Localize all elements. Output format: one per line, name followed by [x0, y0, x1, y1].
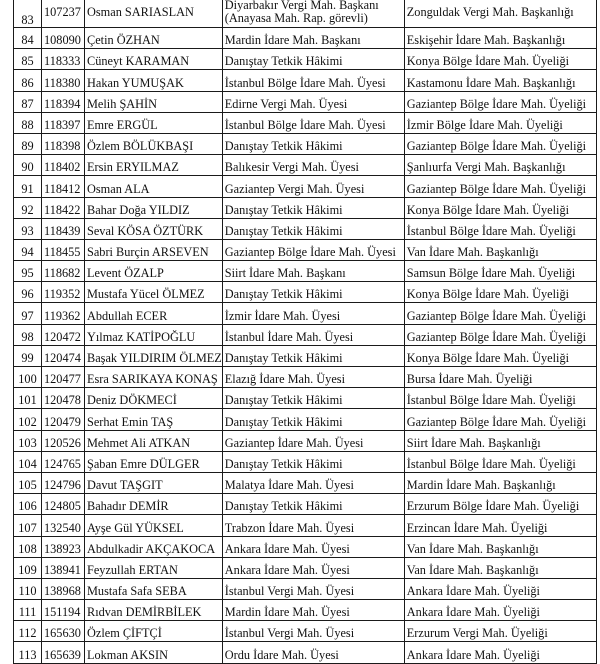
current-position-note: (Anayasa Mah. Rap. görevli) [224, 10, 368, 25]
registry-number-cell: 120472 [42, 324, 85, 345]
registry-number-cell: 118455 [42, 239, 85, 260]
name-cell: Rıdvan DEMİRBİLEK [85, 600, 223, 621]
new-position-cell: Gaziantep Bölge İdare Mah. Üyeliği [404, 303, 596, 324]
table-row [14, 133, 597, 154]
table-row [14, 28, 597, 49]
name-cell: Ersin ERYILMAZ [85, 155, 223, 176]
name-cell: Lokman AKSIN [85, 642, 223, 663]
registry-number-cell: 118397 [42, 112, 85, 133]
name-cell: Seval KÖSA ÖZTÜRK [85, 218, 223, 239]
table-row [14, 430, 597, 451]
name-cell: Feyzullah ERTAN [85, 557, 223, 578]
row-number-cell: 93 [14, 218, 42, 239]
name-cell: Abdullah ECER [85, 303, 223, 324]
document-page [13, 0, 597, 664]
name-cell: Melih ŞAHİN [85, 91, 223, 112]
name-cell: Esra SARIKAYA KONAŞ [85, 367, 223, 388]
current-position-cell: Danıştay Tetkik Hâkimi [222, 451, 404, 472]
registry-number-cell: 118412 [42, 176, 85, 197]
current-position-cell: Trabzon İdare Mah. Üyesi [222, 515, 404, 536]
current-position-cell: Gaziantep İdare Mah. Üyesi [222, 430, 404, 451]
current-position-cell: Ankara İdare Mah. Üyesi [222, 557, 404, 578]
current-position-cell: İstanbul Vergi Mah. Üyesi [222, 621, 404, 642]
new-position-cell: Konya Bölge İdare Mah. Üyeliği [404, 345, 596, 366]
new-position-cell: Şanlıurfa Vergi Mah. Başkanlığı [404, 155, 596, 176]
row-number-cell: 104 [14, 451, 42, 472]
new-position-cell: Erzurum Vergi Mah. Üyeliği [404, 621, 596, 642]
row-number-cell: 113 [14, 642, 42, 663]
registry-number-cell: 120474 [42, 345, 85, 366]
new-position-cell: İstanbul Bölge İdare Mah. Üyeliği [404, 388, 596, 409]
name-cell: Başak YILDIRIM ÖLMEZ [85, 345, 223, 366]
new-position-cell: Zonguldak Vergi Mah. Başkanlığı [404, 0, 596, 28]
table-row [14, 176, 597, 197]
current-position-cell: İstanbul Bölge İdare Mah. Üyesi [222, 70, 404, 91]
registry-number-cell: 118682 [42, 261, 85, 282]
current-position-cell: Danıştay Tetkik Hâkimi [222, 345, 404, 366]
name-cell: Ayşe Gül YÜKSEL [85, 515, 223, 536]
name-cell: Abdulkadir AKÇAKOCA [85, 536, 223, 557]
current-position-cell: Malatya İdare Mah. Üyesi [222, 472, 404, 493]
table-row [14, 112, 597, 133]
table-row [14, 345, 597, 366]
table-row [14, 494, 597, 515]
current-position-cell: Gaziantep Bölge İdare Mah. Üyesi [222, 239, 404, 260]
current-position-cell: Ordu İdare Mah. Üyesi [222, 642, 404, 663]
name-cell: Özlem BÖLÜKBAŞI [85, 133, 223, 154]
current-position-cell: Danıştay Tetkik Hâkimi [222, 218, 404, 239]
current-position-cell: Balıkesir Vergi Mah. Üyesi [222, 155, 404, 176]
table-row [14, 367, 597, 388]
registry-number-cell: 132540 [42, 515, 85, 536]
row-number-cell: 103 [14, 430, 42, 451]
current-position-cell: Ankara İdare Mah. Üyesi [222, 536, 404, 557]
current-position-cell: Elazığ İdare Mah. Üyesi [222, 367, 404, 388]
registry-number-cell: 118398 [42, 133, 85, 154]
registry-number-cell: 118394 [42, 91, 85, 112]
name-cell: Mehmet Ali ATKAN [85, 430, 223, 451]
new-position-cell: Gaziantep Bölge İdare Mah. Üyeliği [404, 133, 596, 154]
registry-number-cell: 151194 [42, 600, 85, 621]
new-position-cell: İstanbul Bölge İdare Mah. Üyeliği [404, 451, 596, 472]
new-position-cell: Konya Bölge İdare Mah. Üyeliği [404, 282, 596, 303]
registry-number-cell: 138923 [42, 536, 85, 557]
name-cell: Osman ALA [85, 176, 223, 197]
name-cell: Deniz DÖKMECİ [85, 388, 223, 409]
new-position-cell: Gaziantep Bölge İdare Mah. Üyeliği [404, 324, 596, 345]
name-cell: Mustafa Safa SEBA [85, 578, 223, 599]
table-row [14, 239, 597, 260]
registry-number-cell: 124796 [42, 472, 85, 493]
registry-number-cell: 108090 [42, 28, 85, 49]
registry-number-cell: 118380 [42, 70, 85, 91]
table-row [14, 388, 597, 409]
new-position-cell: Eskişehir İdare Mah. Başkanlığı [404, 28, 596, 49]
name-cell: Yılmaz KATİPOĞLU [85, 324, 223, 345]
row-number-cell: 89 [14, 133, 42, 154]
row-number-cell: 109 [14, 557, 42, 578]
name-cell: Osman SARIASLAN [85, 0, 223, 28]
current-position-cell: Siirt İdare Mah. Başkanı [222, 261, 404, 282]
registry-number-cell: 165630 [42, 621, 85, 642]
name-cell: Bahadır DEMİR [85, 494, 223, 515]
row-number-cell: 112 [14, 621, 42, 642]
new-position-cell: Gaziantep Bölge İdare Mah. Üyeliği [404, 409, 596, 430]
new-position-cell: İstanbul Bölge İdare Mah. Üyeliği [404, 218, 596, 239]
current-position-cell: İstanbul Vergi Mah. Üyesi [222, 578, 404, 599]
new-position-cell: Konya Bölge İdare Mah. Üyeliği [404, 197, 596, 218]
current-position-cell [222, 0, 404, 28]
name-cell: Levent ÖZALP [85, 261, 223, 282]
registry-number-cell: 120477 [42, 367, 85, 388]
table-row [14, 536, 597, 557]
table-row [14, 515, 597, 536]
appointments-table [13, 0, 597, 664]
current-position-cell: Edirne Vergi Mah. Üyesi [222, 91, 404, 112]
registry-number-cell: 120478 [42, 388, 85, 409]
new-position-cell: Ankara İdare Mah. Üyeliği [404, 600, 596, 621]
new-position-cell: Bursa İdare Mah. Üyeliği [404, 367, 596, 388]
row-number-cell: 84 [14, 28, 42, 49]
current-position-cell: Gaziantep Vergi Mah. Üyesi [222, 176, 404, 197]
name-cell: Şaban Emre DÜLGER [85, 451, 223, 472]
table-row [14, 91, 597, 112]
row-number-cell: 83 [14, 0, 42, 28]
name-cell: Cüneyt KARAMAN [85, 49, 223, 70]
name-cell: Serhat Emin TAŞ [85, 409, 223, 430]
row-number-cell: 88 [14, 112, 42, 133]
registry-number-cell: 138941 [42, 557, 85, 578]
registry-number-cell: 124765 [42, 451, 85, 472]
registry-number-cell: 118333 [42, 49, 85, 70]
row-number-cell: 107 [14, 515, 42, 536]
table-row [14, 557, 597, 578]
table-row [14, 218, 597, 239]
registry-number-cell: 120479 [42, 409, 85, 430]
row-number-cell: 101 [14, 388, 42, 409]
table-row [14, 197, 597, 218]
table-body [14, 0, 597, 663]
row-number-cell: 85 [14, 49, 42, 70]
registry-number-cell: 120526 [42, 430, 85, 451]
current-position-cell: Danıştay Tetkik Hâkimi [222, 133, 404, 154]
name-cell: Bahar Doğa YILDIZ [85, 197, 223, 218]
current-position-cell: Danıştay Tetkik Hâkimi [222, 282, 404, 303]
table-row [14, 282, 597, 303]
row-number-cell: 111 [14, 600, 42, 621]
table-row [14, 155, 597, 176]
new-position-cell: Gaziantep Bölge İdare Mah. Üyeliği [404, 91, 596, 112]
name-cell: Özlem ÇİFTÇİ [85, 621, 223, 642]
table-row [14, 621, 597, 642]
row-number-cell: 92 [14, 197, 42, 218]
new-position-cell: Van İdare Mah. Başkanlığı [404, 536, 596, 557]
table-row [14, 303, 597, 324]
current-position-cell: İzmir İdare Mah. Üyesi [222, 303, 404, 324]
current-position-cell: İstanbul Bölge İdare Mah. Üyesi [222, 112, 404, 133]
row-number-cell: 90 [14, 155, 42, 176]
registry-number-cell: 165639 [42, 642, 85, 663]
table-row [14, 324, 597, 345]
row-number-cell: 105 [14, 472, 42, 493]
current-position-cell: Danıştay Tetkik Hâkimi [222, 409, 404, 430]
table-row [14, 261, 597, 282]
row-number-cell: 86 [14, 70, 42, 91]
table-row [14, 409, 597, 430]
name-cell: Emre ERGÜL [85, 112, 223, 133]
registry-number-cell: 118422 [42, 197, 85, 218]
registry-number-cell: 118439 [42, 218, 85, 239]
table-row [14, 600, 597, 621]
row-number-cell: 97 [14, 303, 42, 324]
current-position-cell: Mardin İdare Mah. Başkanı [222, 28, 404, 49]
new-position-cell: Kastamonu İdare Mah. Başkanlığı [404, 70, 596, 91]
current-position-cell: Mardin İdare Mah. Üyesi [222, 600, 404, 621]
registry-number-cell: 119362 [42, 303, 85, 324]
current-position-text: Diyarbakır Vergi Mah. Başkanı [224, 0, 379, 12]
row-number-cell: 95 [14, 261, 42, 282]
row-number-cell: 94 [14, 239, 42, 260]
table-row [14, 451, 597, 472]
new-position-cell: Van İdare Mah. Başkanlığı [404, 557, 596, 578]
registry-number-cell: 119352 [42, 282, 85, 303]
name-cell: Hakan YUMUŞAK [85, 70, 223, 91]
new-position-cell: Mardin İdare Mah. Başkanlığı [404, 472, 596, 493]
row-number-cell: 110 [14, 578, 42, 599]
table-row [14, 578, 597, 599]
new-position-cell: Gaziantep Bölge İdare Mah. Üyeliği [404, 176, 596, 197]
name-cell: Mustafa Yücel ÖLMEZ [85, 282, 223, 303]
new-position-cell: Samsun Bölge İdare Mah. Üyeliği [404, 261, 596, 282]
registry-number-cell: 138968 [42, 578, 85, 599]
new-position-cell: Siirt İdare Mah. Başkanlığı [404, 430, 596, 451]
row-number-cell: 100 [14, 367, 42, 388]
table-row [14, 642, 597, 663]
table-row [14, 49, 597, 70]
row-number-cell: 91 [14, 176, 42, 197]
row-number-cell: 98 [14, 324, 42, 345]
row-number-cell: 106 [14, 494, 42, 515]
name-cell: Sabri Burçin ARSEVEN [85, 239, 223, 260]
table-row [14, 472, 597, 493]
name-cell: Davut TAŞGIT [85, 472, 223, 493]
new-position-cell: Konya Bölge İdare Mah. Üyeliği [404, 49, 596, 70]
row-number-cell: 102 [14, 409, 42, 430]
row-number-cell: 99 [14, 345, 42, 366]
row-number-cell: 108 [14, 536, 42, 557]
current-position-cell: Danıştay Tetkik Hâkimi [222, 494, 404, 515]
current-position-cell: Danıştay Tetkik Hâkimi [222, 197, 404, 218]
new-position-cell: Erzincan İdare Mah. Üyeliği [404, 515, 596, 536]
row-number-cell: 87 [14, 91, 42, 112]
new-position-cell: Erzurum Bölge İdare Mah. Üyeliği [404, 494, 596, 515]
row-number-cell: 96 [14, 282, 42, 303]
table-row [14, 0, 597, 28]
registry-number-cell: 107237 [42, 0, 85, 28]
name-cell: Çetin ÖZHAN [85, 28, 223, 49]
registry-number-cell: 118402 [42, 155, 85, 176]
current-position-cell: İstanbul İdare Mah. Üyesi [222, 324, 404, 345]
current-position-cell: Danıştay Tetkik Hâkimi [222, 49, 404, 70]
new-position-cell: Ankara İdare Mah. Üyeliği [404, 642, 596, 663]
new-position-cell: Van İdare Mah. Başkanlığı [404, 239, 596, 260]
new-position-cell: Ankara İdare Mah. Üyeliği [404, 578, 596, 599]
registry-number-cell: 124805 [42, 494, 85, 515]
table-row [14, 70, 597, 91]
current-position-cell: Danıştay Tetkik Hâkimi [222, 388, 404, 409]
new-position-cell: İzmir Bölge İdare Mah. Üyeliği [404, 112, 596, 133]
